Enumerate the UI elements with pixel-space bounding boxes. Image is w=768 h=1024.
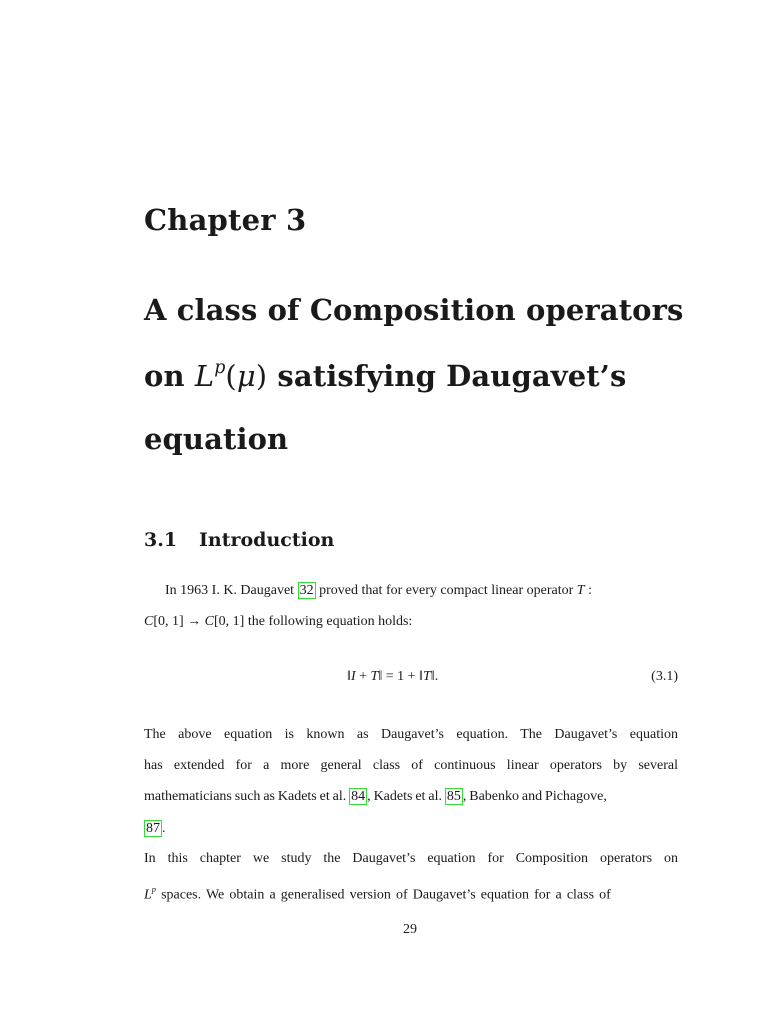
- equation-body: [347, 669, 438, 685]
- text: , Kadets et al.: [367, 789, 445, 804]
- citation-link-87[interactable]: 87: [146, 821, 160, 836]
- title-text-satisfying: satisfying Daugavet’s: [267, 359, 627, 394]
- paragraph-1-line-1: [144, 582, 678, 600]
- title-math-paren-open: (: [225, 359, 237, 394]
- title-math-paren-close: ): [255, 359, 268, 394]
- text: mathematicians such as Kadets et al.: [144, 789, 350, 804]
- text: :: [584, 583, 592, 598]
- paragraph-2-line-3: [144, 788, 678, 806]
- chapter-title-line-1: A class of Composition operators: [144, 293, 684, 327]
- paragraph-2-line-2: has extended for a more general class of continuous linear operators by several: [144, 758, 678, 773]
- paragraph-1-line-2: [144, 613, 678, 631]
- chapter-title-line-3: equation: [144, 422, 289, 456]
- math-L: L: [144, 887, 152, 903]
- eq-plus: +: [355, 669, 371, 684]
- title-math-mu: μ: [236, 359, 256, 394]
- title-math-L: L: [194, 359, 215, 394]
- citation-link-85[interactable]: 85: [446, 789, 461, 804]
- eq-T: T: [370, 669, 379, 684]
- eq-mid: ‖ = 1 + ‖: [378, 669, 423, 684]
- equation-number: (3.1): [651, 669, 678, 684]
- title-text-on: on: [144, 359, 195, 394]
- text: In 1963 I. K. Daugavet: [165, 583, 298, 598]
- chapter-label: Chapter 3: [144, 203, 307, 237]
- math-C: C: [144, 614, 154, 629]
- section-number: 3.1: [144, 529, 178, 551]
- eq-I: I: [350, 669, 356, 684]
- eq-T: T: [422, 669, 431, 684]
- chapter-title-line-2: [144, 358, 626, 393]
- math-C: C: [204, 614, 215, 629]
- paragraph-2-line-4: [144, 820, 678, 838]
- citation-link-32[interactable]: 32: [299, 583, 314, 598]
- equation-3-1: [144, 669, 678, 689]
- text: , Babenko and Pichagove,: [462, 789, 607, 804]
- text: [0, 1] the following equation holds:: [214, 614, 413, 629]
- section-heading: [144, 529, 334, 551]
- page-number: 29: [403, 922, 417, 937]
- math-p: p: [151, 885, 156, 894]
- paragraph-2-line-1: The above equation is known as Daugavet’s equation. The Daugavet’s equation: [144, 727, 678, 742]
- paragraph-3-line-2: [144, 881, 678, 904]
- text: .: [162, 821, 166, 836]
- math-T: T: [576, 583, 585, 598]
- eq-norm-close: ‖.: [430, 669, 439, 684]
- paragraph-3-line-1: In this chapter we study the Daugavet’s equation for Composition operators on: [144, 851, 678, 866]
- section-title: Introduction: [199, 529, 335, 551]
- text: [0, 1] →: [153, 614, 205, 629]
- text: proved that for every compact linear operator: [315, 583, 577, 598]
- text: spaces. We obtain a generalised version of Daugavet’s equation for a class of: [155, 887, 611, 903]
- citation-link-84[interactable]: 84: [351, 789, 366, 804]
- title-math-p: p: [214, 358, 226, 378]
- eq-norm-open: ‖: [347, 669, 351, 684]
